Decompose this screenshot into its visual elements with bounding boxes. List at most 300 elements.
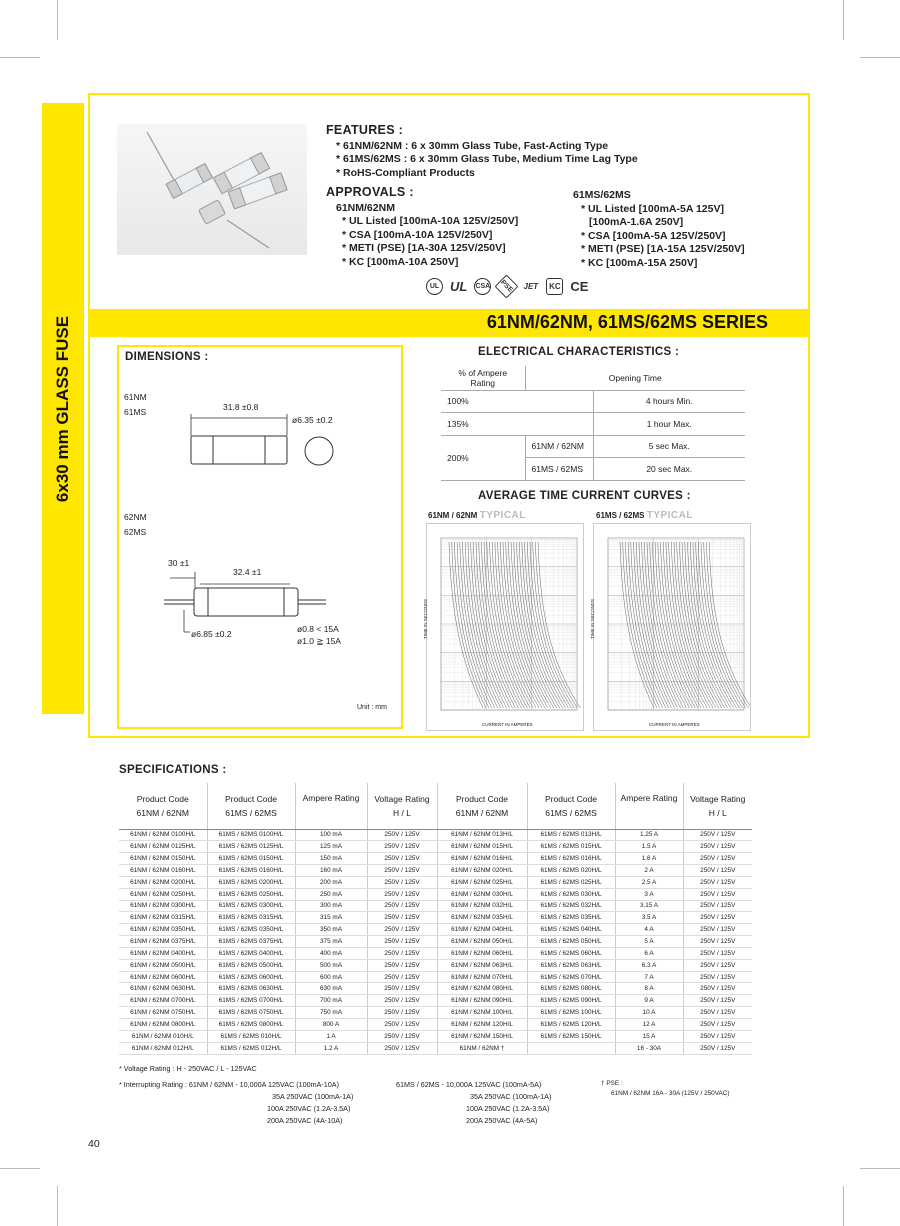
- table-cell: 250V / 125V: [683, 1042, 752, 1054]
- type1-label-b: 61MS: [124, 407, 147, 417]
- specifications-table: [119, 783, 752, 1055]
- header-text: H / L: [708, 807, 727, 818]
- table-cell: 3 A: [615, 888, 683, 900]
- table-cell: 61NM / 62NM 012H/L: [119, 1042, 207, 1054]
- table-cell: 61MS / 62MS 080H/L: [527, 983, 615, 995]
- table-cell: 16 - 30A: [615, 1042, 683, 1054]
- table-cell: 350 mA: [295, 924, 367, 936]
- table-row: [119, 829, 752, 841]
- product-photo: [117, 124, 307, 255]
- electrical-table: [441, 366, 745, 481]
- table-cell: 600 mA: [295, 971, 367, 983]
- dimensions-heading: DIMENSIONS :: [125, 351, 209, 363]
- table-cell: 61MS / 62MS 012H/L: [207, 1042, 295, 1054]
- table-cell: 61MS / 62MS 100H/L: [527, 1007, 615, 1019]
- table-cell: 61NM / 62NM 050H/L: [437, 936, 527, 948]
- table-cell: 61MS / 62MS 050H/L: [527, 936, 615, 948]
- table-cell: 61NM / 62NM 0150H/L: [119, 853, 207, 865]
- table-cell: 250V / 125V: [683, 888, 752, 900]
- ul-recognized-icon: UL: [450, 279, 468, 294]
- type1-label-a: 61NM: [124, 392, 147, 402]
- approval-item: * KC [100mA-15A 250V]: [581, 256, 698, 269]
- table-cell: 61NM / 62NM 0700H/L: [119, 995, 207, 1007]
- table-cell: 61MS / 62MS 0315H/L: [207, 912, 295, 924]
- ec-rating-200: 200%: [441, 435, 525, 480]
- table-cell: 5 A: [615, 936, 683, 948]
- table-cell: 250V / 125V: [367, 876, 437, 888]
- crop-mark: [0, 1168, 40, 1169]
- table-cell: 61MS / 62MS 0700H/L: [207, 995, 295, 1007]
- crop-mark: [57, 1186, 58, 1226]
- dimensions-box: [117, 345, 403, 729]
- table-cell: 61MS / 62MS 0125H/L: [207, 841, 295, 853]
- table-cell: 12 A: [615, 1019, 683, 1031]
- table-cell: 250V / 125V: [683, 900, 752, 912]
- table-cell: 61NM / 62NM 080H/L: [437, 983, 527, 995]
- table-cell: 200 mA: [295, 876, 367, 888]
- table-cell: 2.5 A: [615, 876, 683, 888]
- table-cell: 61NM / 62NM 063H/L: [437, 959, 527, 971]
- table-cell: 250V / 125V: [683, 1030, 752, 1042]
- ec-200-ms-time: 20 sec Max.: [593, 458, 745, 481]
- table-cell: 250V / 125V: [367, 983, 437, 995]
- table-cell: 160 mA: [295, 865, 367, 877]
- features-block: [326, 124, 638, 180]
- approvals-heading: APPROVALS :: [326, 185, 414, 199]
- table-cell: 61NM / 62NM 0630H/L: [119, 983, 207, 995]
- table-cell: 250V / 125V: [367, 936, 437, 948]
- table-cell: 61NM / 62NM 0125H/L: [119, 841, 207, 853]
- ul-mark-icon: UL: [426, 278, 443, 295]
- type2-lead2: ø1.0 ≧ 15A: [297, 636, 341, 646]
- approval-item: * UL Listed [100mA-10A 125V/250V]: [342, 215, 519, 227]
- certification-marks: [426, 278, 588, 295]
- type2-cap-length: 30 ±1: [168, 558, 190, 568]
- header-text: Voltage Rating: [374, 793, 430, 804]
- approval-item: * KC [100mA-10A 250V]: [342, 255, 459, 268]
- table-row: [119, 1030, 752, 1042]
- approval-item: * METI (PSE) [1A-30A 125V/250V]: [342, 242, 506, 254]
- table-cell: 250 mA: [295, 888, 367, 900]
- table-cell: 250V / 125V: [367, 959, 437, 971]
- x-axis-label: CURRENT IN AMPERES: [482, 722, 533, 727]
- type2-labels: [124, 510, 147, 540]
- table-cell: 61MS / 62MS 0300H/L: [207, 900, 295, 912]
- table-cell: 61NM / 62NM 015H/L: [437, 841, 527, 853]
- approval-item: * METI (PSE) [1A-15A 125V/250V]: [581, 243, 745, 255]
- table-cell: 61MS / 62MS 070H/L: [527, 971, 615, 983]
- table-cell: 61NM / 62NM 090H/L: [437, 995, 527, 1007]
- ce-mark-icon: CE: [570, 279, 589, 294]
- table-row: [119, 936, 752, 948]
- table-cell: 61NM / 62NM 0800H/L: [119, 1019, 207, 1031]
- col-product-code-ms: [207, 783, 295, 829]
- approval-item: * CSA [100mA-5A 125V/250V]: [581, 229, 726, 242]
- table-row: [119, 900, 752, 912]
- table-cell: 61NM / 62NM 013H/L: [437, 829, 527, 841]
- table-cell: 500 mA: [295, 959, 367, 971]
- table-cell: 8 A: [615, 983, 683, 995]
- table-cell: 61MS / 62MS 0350H/L: [207, 924, 295, 936]
- col-product-code-nm: [119, 783, 207, 829]
- table-cell: 250V / 125V: [367, 900, 437, 912]
- header-text: Ampere Rating: [620, 793, 678, 803]
- table-cell: 250V / 125V: [367, 829, 437, 841]
- table-cell: 61NM / 62NM 0375H/L: [119, 936, 207, 948]
- kc-mark-icon: KC: [546, 278, 563, 295]
- table-cell: 1.2 A: [295, 1042, 367, 1054]
- table-cell: 61MS / 62MS 0600H/L: [207, 971, 295, 983]
- specifications-body: [119, 829, 752, 1054]
- table-row: [119, 971, 752, 983]
- table-row: [119, 1042, 752, 1054]
- table-row: [441, 390, 745, 413]
- table-cell: 250V / 125V: [367, 853, 437, 865]
- table-row: [441, 413, 745, 436]
- table-row: [119, 1019, 752, 1031]
- table-cell: 250V / 125V: [367, 1030, 437, 1042]
- voltage-note: * Voltage Rating : H - 250VAC / L - 125VAC: [119, 1064, 257, 1073]
- table-row: [441, 435, 745, 458]
- note-line: 200A 250VAC (4A-5A): [466, 1116, 538, 1125]
- table-cell: 250V / 125V: [367, 1042, 437, 1054]
- curve-right-label: [596, 510, 693, 521]
- table-row: [119, 888, 752, 900]
- page-number: 40: [88, 1138, 100, 1150]
- curve-right-typical: TYPICAL: [646, 510, 693, 521]
- table-cell: 61MS / 62MS 150H/L: [527, 1030, 615, 1042]
- table-cell: 61MS / 62MS 025H/L: [527, 876, 615, 888]
- table-cell: 1 A: [295, 1030, 367, 1042]
- table-cell: 4 A: [615, 924, 683, 936]
- table-row: [119, 995, 752, 1007]
- table-cell: 700 mA: [295, 995, 367, 1007]
- table-cell: 61NM / 62NM 100H/L: [437, 1007, 527, 1019]
- table-cell: 61MS / 62MS 0150H/L: [207, 853, 295, 865]
- header-text: Product Code: [545, 793, 597, 804]
- table-cell: 61MS / 62MS 0750H/L: [207, 1007, 295, 1019]
- approvals-right: [573, 189, 745, 270]
- table-cell: 250V / 125V: [367, 865, 437, 877]
- table-cell: 61NM / 62NM 0160H/L: [119, 865, 207, 877]
- electrical-heading: ELECTRICAL CHARACTERISTICS :: [478, 346, 680, 358]
- ec-time-100: 4 hours Min.: [593, 390, 745, 413]
- crop-mark: [860, 1168, 900, 1169]
- table-cell: 61MS / 62MS 010H/L: [207, 1030, 295, 1042]
- col-voltage-rating: [367, 783, 437, 829]
- table-cell: 61NM / 62NM 0350H/L: [119, 924, 207, 936]
- table-cell: 250V / 125V: [683, 947, 752, 959]
- unit-note: Unit : mm: [357, 704, 387, 711]
- type2-label-a: 62NM: [124, 512, 147, 522]
- table-cell: 61NM / 62NM 030H/L: [437, 888, 527, 900]
- feature-item: * 61MS/62MS : 6 x 30mm Glass Tube, Medium Time Lag Type: [336, 153, 638, 165]
- table-cell: 61NM / 62NM 0500H/L: [119, 959, 207, 971]
- table-cell: 61NM / 62NM 060H/L: [437, 947, 527, 959]
- table-cell: 61NM / 62NM 0200H/L: [119, 876, 207, 888]
- table-cell: 250V / 125V: [683, 912, 752, 924]
- table-cell: 800 A: [295, 1019, 367, 1031]
- type1-length: 31.8 ±0.8: [223, 402, 259, 412]
- note-line: 35A 250VAC (100mA-1A): [470, 1092, 552, 1101]
- table-cell: 400 mA: [295, 947, 367, 959]
- curve-graph-right: [594, 524, 750, 730]
- crop-mark: [843, 1186, 844, 1226]
- table-cell: 61NM / 62NM 0100H/L: [119, 829, 207, 841]
- table-cell: 61MS / 62MS 030H/L: [527, 888, 615, 900]
- table-cell: 250V / 125V: [683, 924, 752, 936]
- table-cell: 250V / 125V: [367, 924, 437, 936]
- table-cell: 6 A: [615, 947, 683, 959]
- crop-mark: [0, 57, 40, 58]
- table-cell: 61NM / 62NM 0300H/L: [119, 900, 207, 912]
- table-cell: 61MS / 62MS 015H/L: [527, 841, 615, 853]
- curve-graph-left: [427, 524, 583, 730]
- table-cell: 61MS / 62MS 035H/L: [527, 912, 615, 924]
- ec-rating-135: 135%: [441, 413, 593, 436]
- table-cell: 7 A: [615, 971, 683, 983]
- table-cell: 61MS / 62MS 040H/L: [527, 924, 615, 936]
- type1-diameter: ø6.35 ±0.2: [292, 415, 333, 425]
- table-row: [119, 876, 752, 888]
- table-cell: 250V / 125V: [683, 876, 752, 888]
- csa-mark-icon: CSA: [474, 278, 491, 295]
- table-cell: 61NM / 62NM 016H/L: [437, 853, 527, 865]
- table-cell: 61MS / 62MS 0100H/L: [207, 829, 295, 841]
- table-cell: 250V / 125V: [367, 888, 437, 900]
- table-cell: 250V / 125V: [683, 841, 752, 853]
- col-voltage-rating: [683, 783, 752, 829]
- table-row: [119, 853, 752, 865]
- curve-right-name: 61MS / 62MS: [596, 511, 645, 520]
- header-text: Voltage Rating: [690, 793, 746, 804]
- table-cell: 61NM / 62NM 025H/L: [437, 876, 527, 888]
- table-cell: 250V / 125V: [367, 971, 437, 983]
- crop-mark: [860, 57, 900, 58]
- table-cell: 61NM / 62NM 032H/L: [437, 900, 527, 912]
- table-cell: 250V / 125V: [683, 936, 752, 948]
- table-row: [119, 1007, 752, 1019]
- table-cell: 61NM / 62NM 0315H/L: [119, 912, 207, 924]
- table-cell: 375 mA: [295, 936, 367, 948]
- y-axis-label: TIME IN SECONDS: [423, 598, 428, 639]
- table-cell: 61NM / 62NM 020H/L: [437, 865, 527, 877]
- table-cell: 250V / 125V: [683, 1007, 752, 1019]
- y-axis-label: TIME IN SECONDS: [590, 598, 595, 639]
- feature-item: * 61NM/62NM : 6 x 30mm Glass Tube, Fast-Acting Type: [336, 139, 609, 152]
- table-cell: 250V / 125V: [367, 995, 437, 1007]
- curve-left-typical: TYPICAL: [479, 510, 526, 521]
- pse-note: [601, 1079, 730, 1099]
- type1-fuse-drawing: [185, 408, 345, 473]
- table-row: [119, 841, 752, 853]
- table-cell: 250V / 125V: [683, 829, 752, 841]
- table-cell: 61MS / 62MS 060H/L: [527, 947, 615, 959]
- col-ampere-rating: [615, 783, 683, 829]
- table-cell: 250V / 125V: [683, 853, 752, 865]
- table-row: [441, 366, 745, 390]
- curves-heading: AVERAGE TIME CURRENT CURVES :: [478, 490, 691, 502]
- table-cell: 61NM / 62NM 0250H/L: [119, 888, 207, 900]
- table-cell: 250V / 125V: [367, 912, 437, 924]
- jet-mark-icon: JET: [523, 282, 539, 291]
- type2-diameter: ø6.85 ±0.2: [191, 629, 232, 639]
- table-cell: 3.15 A: [615, 900, 683, 912]
- header-text: Product Code: [456, 793, 508, 804]
- note-line: 61NM / 62NM 16A - 30A (125V / 250VAC): [611, 1090, 730, 1097]
- col-product-code-nm: [437, 783, 527, 829]
- table-cell: 61MS / 62MS 063H/L: [527, 959, 615, 971]
- table-cell: 6.3 A: [615, 959, 683, 971]
- type2-lead1: ø0.8 < 15A: [297, 624, 339, 634]
- ec-rating-100: 100%: [441, 390, 593, 413]
- interrupting-note-nm: [119, 1079, 353, 1127]
- header-text: Product Code: [136, 793, 189, 804]
- table-row: [119, 924, 752, 936]
- table-header-row: [119, 783, 752, 829]
- col-ampere-rating: [295, 783, 367, 829]
- table-cell: 250V / 125V: [367, 1007, 437, 1019]
- table-cell: 3.5 A: [615, 912, 683, 924]
- type1-labels: [124, 390, 147, 420]
- feature-item: * RoHS-Compliant Products: [336, 166, 475, 179]
- header-text: 61NM / 62NM: [136, 807, 189, 818]
- table-cell: 61MS / 62MS 0160H/L: [207, 865, 295, 877]
- table-cell: 2 A: [615, 865, 683, 877]
- ec-time-135: 1 hour Max.: [593, 413, 745, 436]
- approval-item: [100mA-1.6A 250V]: [589, 216, 684, 228]
- table-cell: 250V / 125V: [683, 865, 752, 877]
- note-line: 200A 250VAC (4A-10A): [267, 1116, 343, 1125]
- ec-header-rating: % of Ampere Rating: [441, 366, 525, 390]
- approvals-group-ms: 61MS/62MS: [573, 189, 631, 201]
- table-cell: 61NM / 62NM 120H/L: [437, 1019, 527, 1031]
- table-cell: 9 A: [615, 995, 683, 1007]
- specifications-heading: SPECIFICATIONS :: [119, 764, 227, 776]
- series-title: 61NM/62NM, 61MS/62MS SERIES: [486, 312, 768, 332]
- table-cell: 250V / 125V: [367, 1019, 437, 1031]
- header-text: 61NM / 62NM: [455, 807, 509, 818]
- table-cell: 61MS / 62MS 0500H/L: [207, 959, 295, 971]
- type2-lead-notes: [297, 623, 341, 647]
- table-cell: 61MS / 62MS 0250H/L: [207, 888, 295, 900]
- note-line: † PSE :: [601, 1080, 623, 1087]
- approvals-group-nm: 61NM/62NM: [336, 201, 395, 214]
- note-line: * Interrupting Rating : 61NM / 62NM - 10,000A 125VAC (100mA-10A): [119, 1080, 339, 1089]
- table-cell: 61NM / 62NM 150H/L: [437, 1030, 527, 1042]
- table-row: [119, 912, 752, 924]
- table-cell: 61MS / 62MS 0200H/L: [207, 876, 295, 888]
- type2-label-b: 62MS: [124, 527, 147, 537]
- table-row: [119, 947, 752, 959]
- table-cell: 250V / 125V: [683, 983, 752, 995]
- table-cell: [527, 1042, 615, 1054]
- table-row: [119, 959, 752, 971]
- note-line: 100A 250VAC (1.2A-3.5A): [466, 1104, 550, 1113]
- note-line: 35A 250VAC (100mA-1A): [272, 1092, 354, 1101]
- curve-left-name: 61NM / 62NM: [428, 511, 478, 520]
- crop-mark: [843, 0, 844, 40]
- table-cell: 61NM / 62NM 0750H/L: [119, 1007, 207, 1019]
- table-cell: 250V / 125V: [683, 995, 752, 1007]
- table-cell: 250V / 125V: [683, 971, 752, 983]
- table-cell: 250V / 125V: [683, 1019, 752, 1031]
- table-cell: 61MS / 62MS 0630H/L: [207, 983, 295, 995]
- interrupting-note-ms: [396, 1079, 551, 1127]
- table-cell: 61MS / 62MS 016H/L: [527, 853, 615, 865]
- table-cell: 250V / 125V: [367, 947, 437, 959]
- table-cell: 61NM / 62NM 0400H/L: [119, 947, 207, 959]
- table-cell: 61MS / 62MS 090H/L: [527, 995, 615, 1007]
- curve-chart-right: [590, 523, 751, 731]
- table-row: [119, 983, 752, 995]
- approval-item: * UL Listed [100mA-5A 125V]: [581, 202, 724, 215]
- table-cell: 61NM / 62NM 040H/L: [437, 924, 527, 936]
- table-cell: 10 A: [615, 1007, 683, 1019]
- table-cell: 1.25 A: [615, 829, 683, 841]
- table-cell: 1.6 A: [615, 853, 683, 865]
- table-cell: 61MS / 62MS 032H/L: [527, 900, 615, 912]
- table-cell: 61MS / 62MS 020H/L: [527, 865, 615, 877]
- header-text: Product Code: [225, 793, 277, 804]
- table-cell: 150 mA: [295, 853, 367, 865]
- approval-item: * CSA [100mA-10A 125V/250V]: [342, 228, 493, 241]
- ec-200-ms: 61MS / 62MS: [525, 458, 593, 481]
- table-cell: 61MS / 62MS 0375H/L: [207, 936, 295, 948]
- note-line: 100A 250VAC (1.2A-3.5A): [267, 1104, 351, 1113]
- series-banner: [88, 309, 810, 337]
- table-cell: 125 mA: [295, 841, 367, 853]
- table-cell: 250V / 125V: [367, 841, 437, 853]
- table-cell: 630 mA: [295, 983, 367, 995]
- curve-chart-left: [423, 523, 584, 731]
- table-cell: 61MS / 62MS 0800H/L: [207, 1019, 295, 1031]
- curve-left-label: [428, 510, 526, 521]
- table-cell: 61MS / 62MS 0400H/L: [207, 947, 295, 959]
- type2-length: 32.4 ±1: [233, 567, 262, 577]
- ec-200-nm-time: 5 sec Max.: [593, 435, 745, 458]
- col-product-code-ms: [527, 783, 615, 829]
- table-row: [119, 865, 752, 877]
- note-line: 61MS / 62MS - 10,000A 125VAC (100mA-5A): [396, 1080, 542, 1089]
- table-cell: 750 mA: [295, 1007, 367, 1019]
- ec-header-time: Opening Time: [525, 366, 745, 390]
- header-text: 61MS / 62MS: [545, 807, 597, 818]
- side-title: 6x30 mm GLASS FUSE: [53, 315, 72, 502]
- ec-200-nm: 61NM / 62NM: [525, 435, 593, 458]
- table-cell: 61NM / 62NM 070H/L: [437, 971, 527, 983]
- side-banner: [42, 103, 84, 714]
- table-cell: 61NM / 62NM 0600H/L: [119, 971, 207, 983]
- pse-mark-icon: PSE: [495, 274, 519, 298]
- x-axis-label: CURRENT IN AMPERES: [649, 722, 700, 727]
- crop-mark: [57, 0, 58, 40]
- table-cell: 1.5 A: [615, 841, 683, 853]
- table-cell: 61NM / 62NM †: [437, 1042, 527, 1054]
- features-heading: FEATURES :: [326, 123, 404, 137]
- header-text: 61MS / 62MS: [225, 807, 277, 818]
- table-cell: 315 mA: [295, 912, 367, 924]
- table-cell: 100 mA: [295, 829, 367, 841]
- table-cell: 300 mA: [295, 900, 367, 912]
- table-cell: 61NM / 62NM 035H/L: [437, 912, 527, 924]
- table-cell: 61MS / 62MS 120H/L: [527, 1019, 615, 1031]
- table-cell: 61NM / 62NM 010H/L: [119, 1030, 207, 1042]
- table-cell: 61MS / 62MS 013H/L: [527, 829, 615, 841]
- header-text: Ampere Rating: [302, 793, 360, 803]
- approvals-left: [326, 186, 518, 269]
- table-cell: 250V / 125V: [683, 959, 752, 971]
